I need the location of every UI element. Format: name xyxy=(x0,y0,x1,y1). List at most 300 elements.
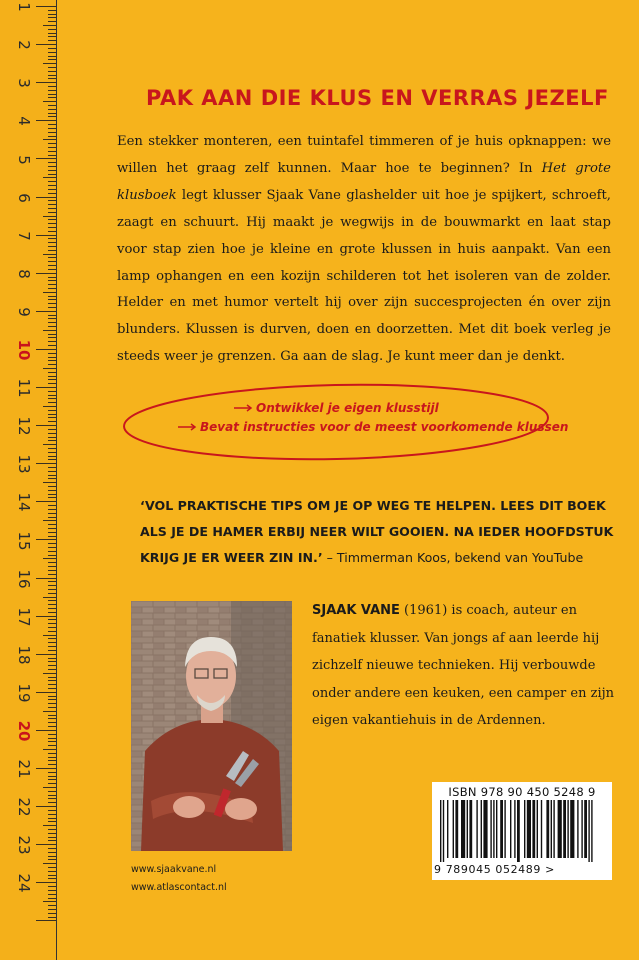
ruler-tick xyxy=(48,738,56,739)
ruler-tick xyxy=(48,699,56,700)
ruler-tick xyxy=(36,882,56,883)
barcode-bar xyxy=(577,800,578,858)
ruler-tick xyxy=(48,859,56,860)
barcode-bar xyxy=(567,800,568,858)
ruler-tick xyxy=(48,669,56,670)
ruler-tick xyxy=(48,791,56,792)
ruler-tick xyxy=(48,219,56,220)
barcode-bar xyxy=(541,800,542,858)
ruler-tick xyxy=(48,94,56,95)
ruler-tick xyxy=(48,204,56,205)
ruler-tick xyxy=(43,101,56,102)
ruler-tick xyxy=(36,6,56,7)
ruler-tick xyxy=(48,376,56,377)
ruler-tick xyxy=(48,280,56,281)
ruler-number: 2 xyxy=(15,40,33,50)
ruler-tick xyxy=(48,665,56,666)
ruler-tick xyxy=(48,17,56,18)
ruler-tick xyxy=(48,124,56,125)
ruler-tick xyxy=(36,616,56,617)
ruler-tick xyxy=(43,330,56,331)
barcode-bar xyxy=(524,800,525,858)
author-bio-text: (1961) is coach, auteur en fanatiek klusser. Van jongs af aan leerde hij zichzelf nieuwe technieken. Hij verbouwde onder andere een keuken, een camper en zijn eigen vakantiehuis in de Ardennen. xyxy=(312,603,615,728)
ruler-tick xyxy=(48,627,56,628)
ruler-tick xyxy=(48,414,56,415)
ruler-tick xyxy=(36,920,56,921)
ruler-tick xyxy=(36,120,56,121)
ruler-tick xyxy=(48,364,56,365)
ruler-tick xyxy=(48,814,56,815)
ruler-tick xyxy=(43,292,56,293)
ruler-tick xyxy=(48,299,56,300)
ruler-number: 9 xyxy=(15,307,33,317)
ruler-tick xyxy=(48,517,56,518)
ruler-number: 12 xyxy=(15,416,33,436)
ruler-number: 5 xyxy=(15,154,33,165)
ruler-number: 11 xyxy=(15,378,33,398)
ruler-tick xyxy=(36,44,56,45)
ruler-tick xyxy=(48,494,56,495)
ruler-tick xyxy=(48,147,56,148)
ruler-tick xyxy=(48,337,56,338)
ruler-tick xyxy=(48,345,56,346)
ruler-number: 18 xyxy=(15,645,33,665)
ruler-tick xyxy=(48,277,56,278)
author-bio xyxy=(312,597,624,735)
ruler-tick xyxy=(48,136,56,137)
link-publisher-site[interactable]: www.atlascontact.nl xyxy=(131,882,227,893)
quote-text: ‘VOL PRAKTISCHE TIPS OM JE OP WEG TE HELPEN. LEES DIT BOEK ALS JE DE HAMER ERBIJ NEER WILT GOOIEN. NA IEDER HOOFDSTUK KRIJG JE ER WEER ZIN IN.’ xyxy=(140,498,614,565)
ruler-tick xyxy=(48,696,56,697)
ruler-tick xyxy=(48,757,56,758)
ruler-tick xyxy=(48,760,56,761)
ruler-tick xyxy=(48,315,56,316)
ruler-tick xyxy=(43,520,56,521)
ruler-strip xyxy=(0,0,57,960)
ruler-tick xyxy=(48,284,56,285)
ruler-tick xyxy=(36,235,56,236)
ruler-tick xyxy=(48,261,56,262)
ruler-tick xyxy=(48,574,56,575)
ruler-tick xyxy=(48,486,56,487)
ruler-tick xyxy=(48,162,56,163)
ruler-tick xyxy=(48,680,56,681)
ruler-tick xyxy=(48,562,56,563)
ruler-tick xyxy=(43,63,56,64)
ruler-tick xyxy=(36,692,56,693)
ruler-tick xyxy=(48,715,56,716)
ruler-tick xyxy=(48,905,56,906)
ruler-tick xyxy=(48,417,56,418)
ruler-tick xyxy=(48,109,56,110)
ruler-tick xyxy=(48,48,56,49)
ruler-tick xyxy=(48,894,56,895)
ruler-tick xyxy=(48,307,56,308)
ruler-tick xyxy=(48,898,56,899)
ruler-tick xyxy=(48,357,56,358)
ruler-tick xyxy=(48,14,56,15)
barcode-bar xyxy=(551,800,552,858)
ruler-tick xyxy=(43,216,56,217)
ruler-number: 1 xyxy=(15,2,33,12)
ruler-tick xyxy=(48,410,56,411)
ruler-tick xyxy=(48,360,56,361)
feature-item-1: Ontwikkel je eigen klusstijl xyxy=(256,401,439,415)
ruler-tick xyxy=(48,475,56,476)
ruler-tick xyxy=(48,170,56,171)
ruler-tick xyxy=(48,646,56,647)
ruler-tick xyxy=(48,688,56,689)
ruler-tick xyxy=(48,174,56,175)
blurb-text-start: Een stekker monteren, een tuintafel timmeren of je huis opknappen: we willen het graag zelf kunnen. Maar hoe te beginnen? In xyxy=(117,134,611,176)
ruler-tick xyxy=(48,326,56,327)
ruler-tick xyxy=(43,25,56,26)
barcode-bar xyxy=(467,800,468,858)
ruler-tick xyxy=(43,901,56,902)
ruler-tick xyxy=(48,40,56,41)
ruler-tick xyxy=(48,303,56,304)
ruler-tick xyxy=(48,250,56,251)
ruler-tick xyxy=(48,703,56,704)
ruler-tick xyxy=(36,349,56,350)
barcode-bar xyxy=(584,800,587,858)
ruler-tick xyxy=(48,585,56,586)
barcode-bar xyxy=(570,800,574,858)
ean-digits: 9 789045 052489 > xyxy=(434,863,555,876)
ruler-tick xyxy=(48,97,56,98)
ruler-tick xyxy=(48,543,56,544)
ruler-tick xyxy=(48,86,56,87)
link-author-site[interactable]: www.sjaakvane.nl xyxy=(131,864,217,875)
ruler-tick xyxy=(48,478,56,479)
ruler-tick xyxy=(48,833,56,834)
ruler-tick xyxy=(48,155,56,156)
barcode-bar xyxy=(481,800,482,858)
ruler-tick xyxy=(48,513,56,514)
ruler-tick xyxy=(48,246,56,247)
barcode-bar xyxy=(455,800,458,858)
ruler-tick xyxy=(48,818,56,819)
barcode-bars xyxy=(440,800,604,862)
ruler-tick xyxy=(36,158,56,159)
ruler-tick xyxy=(48,524,56,525)
ruler-tick xyxy=(48,257,56,258)
ruler-tick xyxy=(36,730,56,731)
ruler-tick xyxy=(36,578,56,579)
ruler-tick xyxy=(48,886,56,887)
barcode-bar xyxy=(440,800,441,862)
ruler-tick xyxy=(48,642,56,643)
ruler-tick xyxy=(48,795,56,796)
barcode-bar xyxy=(496,800,497,858)
ruler-tick xyxy=(48,551,56,552)
ruler-tick xyxy=(48,619,56,620)
ruler-tick xyxy=(48,189,56,190)
ruler-tick xyxy=(48,452,56,453)
arrow-icon xyxy=(178,424,195,430)
arrow-icon xyxy=(234,405,251,411)
ruler-number: 17 xyxy=(15,607,33,627)
ruler-tick xyxy=(48,238,56,239)
ruler-tick xyxy=(48,200,56,201)
ruler-number: 6 xyxy=(15,192,33,203)
ruler-number: 23 xyxy=(15,835,33,855)
ruler-tick xyxy=(36,539,56,540)
barcode-bar xyxy=(517,800,520,862)
ruler-tick xyxy=(48,783,56,784)
ruler-tick xyxy=(48,265,56,266)
ruler-tick xyxy=(48,467,56,468)
ruler-number: 8 xyxy=(15,269,33,279)
ruler-number: 14 xyxy=(15,492,33,512)
ruler-tick xyxy=(48,917,56,918)
ruler-tick xyxy=(36,273,56,274)
barcode-bar xyxy=(546,800,549,858)
headline: PAK AAN DIE KLUS EN VERRAS JEZELF xyxy=(146,86,609,110)
ruler-tick xyxy=(48,810,56,811)
barcode-bar xyxy=(504,800,505,858)
ruler-tick xyxy=(48,78,56,79)
ruler-tick xyxy=(43,673,56,674)
ruler-tick xyxy=(36,806,56,807)
barcode-bar xyxy=(581,800,582,858)
ruler-tick xyxy=(48,372,56,373)
ruler-tick xyxy=(48,677,56,678)
barcode-bar xyxy=(469,800,472,858)
ruler-tick xyxy=(48,231,56,232)
ruler-tick xyxy=(43,254,56,255)
ruler-tick xyxy=(48,871,56,872)
author-photo xyxy=(131,601,292,851)
ruler-number: 10 xyxy=(15,339,33,361)
ruler-tick xyxy=(43,597,56,598)
ruler-tick xyxy=(48,798,56,799)
ruler-tick xyxy=(43,177,56,178)
ruler-tick xyxy=(48,56,56,57)
ruler-tick xyxy=(48,612,56,613)
ruler-tick xyxy=(48,532,56,533)
ruler-tick xyxy=(48,437,56,438)
barcode-bar xyxy=(447,800,448,858)
ruler-tick xyxy=(48,772,56,773)
ruler-number: 3 xyxy=(15,78,33,89)
ruler-tick xyxy=(48,741,56,742)
barcode-bar xyxy=(476,800,477,858)
barcode-bar xyxy=(443,800,444,862)
ruler-tick xyxy=(48,398,56,399)
ruler-tick xyxy=(48,341,56,342)
ruler-tick xyxy=(48,242,56,243)
barcode-bar xyxy=(558,800,562,858)
ruler-tick xyxy=(48,497,56,498)
barcode-bar xyxy=(537,800,538,858)
ruler-tick xyxy=(48,296,56,297)
ruler-tick xyxy=(48,105,56,106)
ruler-tick xyxy=(48,593,56,594)
ruler-tick xyxy=(48,776,56,777)
barcode-bar xyxy=(514,800,515,858)
ruler-tick xyxy=(48,753,56,754)
ruler-tick xyxy=(43,368,56,369)
ruler-tick xyxy=(43,444,56,445)
ruler-number: 21 xyxy=(15,759,33,779)
blurb-paragraph xyxy=(117,129,611,371)
ruler-tick xyxy=(48,555,56,556)
ruler-tick xyxy=(48,471,56,472)
ruler-tick xyxy=(48,128,56,129)
ruler-tick xyxy=(48,421,56,422)
ruler-tick xyxy=(48,212,56,213)
ruler-tick xyxy=(48,322,56,323)
website-links xyxy=(131,861,227,897)
ruler-tick xyxy=(48,429,56,430)
ruler-tick xyxy=(48,21,56,22)
ruler-tick xyxy=(48,29,56,30)
barcode-bar xyxy=(461,800,465,858)
quote-attribution: – Timmerman Koos, bekend van YouTube xyxy=(322,550,584,565)
book-title: Het grote klusboek xyxy=(117,160,611,203)
ruler-tick xyxy=(48,151,56,152)
ruler-tick xyxy=(48,318,56,319)
ruler-tick xyxy=(48,890,56,891)
ruler-tick xyxy=(48,909,56,910)
ruler-tick xyxy=(43,863,56,864)
ruler-tick xyxy=(36,387,56,388)
ruler-tick xyxy=(48,638,56,639)
ruler-tick xyxy=(48,208,56,209)
ruler-tick xyxy=(43,635,56,636)
ruler-tick xyxy=(36,463,56,464)
ruler-tick xyxy=(48,383,56,384)
ruler-tick xyxy=(48,608,56,609)
ruler-number: 15 xyxy=(15,530,33,551)
ruler-tick xyxy=(48,334,56,335)
ruler-tick xyxy=(48,395,56,396)
ruler-tick xyxy=(48,143,56,144)
ruler-tick xyxy=(43,711,56,712)
ruler-tick xyxy=(48,589,56,590)
ruler-number: 16 xyxy=(15,569,33,589)
barcode-bar xyxy=(493,800,494,858)
ruler-tick xyxy=(48,379,56,380)
ruler-number: 7 xyxy=(15,230,33,241)
ruler-tick xyxy=(48,433,56,434)
ruler-tick xyxy=(43,482,56,483)
ruler-tick xyxy=(48,852,56,853)
ruler-tick xyxy=(36,501,56,502)
barcode-bar xyxy=(588,800,589,862)
ruler-tick xyxy=(36,425,56,426)
ruler-number: 19 xyxy=(15,683,33,703)
ruler-tick xyxy=(43,787,56,788)
ruler-tick xyxy=(48,837,56,838)
ruler-tick xyxy=(48,536,56,537)
ruler-number: 20 xyxy=(15,720,33,742)
ruler-tick xyxy=(48,528,56,529)
ruler-tick xyxy=(36,311,56,312)
feature-item-2: Bevat instructies voor de meest voorkomende klussen xyxy=(200,420,569,434)
ruler-tick xyxy=(48,185,56,186)
ruler-tick xyxy=(48,269,56,270)
ruler-tick xyxy=(43,749,56,750)
barcode-box xyxy=(432,782,612,880)
ruler-tick xyxy=(48,36,56,37)
ruler-number: 13 xyxy=(15,454,33,474)
ruler-tick xyxy=(48,547,56,548)
ruler-tick xyxy=(48,33,56,34)
ruler-tick xyxy=(48,570,56,571)
ruler-tick xyxy=(48,856,56,857)
ruler-tick xyxy=(48,71,56,72)
barcode-bar xyxy=(500,800,503,858)
ruler-tick xyxy=(48,490,56,491)
ruler-tick xyxy=(48,166,56,167)
isbn-label: ISBN 978 90 450 5248 9 xyxy=(448,785,596,799)
ruler-tick xyxy=(36,197,56,198)
author-name: SJAAK VANE xyxy=(312,603,400,618)
ruler-tick xyxy=(48,581,56,582)
barcode-bar xyxy=(591,800,592,862)
barcode-bar xyxy=(527,800,531,858)
ruler-tick xyxy=(48,623,56,624)
ruler-tick xyxy=(36,844,56,845)
ruler-tick xyxy=(48,802,56,803)
barcode-bar xyxy=(483,800,487,858)
ruler-tick xyxy=(36,82,56,83)
ruler-tick xyxy=(48,821,56,822)
ruler-tick xyxy=(48,353,56,354)
ruler-tick xyxy=(48,391,56,392)
ruler-tick xyxy=(48,661,56,662)
ruler-tick xyxy=(43,139,56,140)
ruler-tick xyxy=(48,10,56,11)
ruler-tick xyxy=(48,566,56,567)
barcode-bar xyxy=(510,800,511,858)
barcode-bar xyxy=(563,800,566,858)
barcode-bar xyxy=(490,800,491,858)
ruler-tick xyxy=(48,764,56,765)
ruler-tick xyxy=(48,456,56,457)
ruler-number: 22 xyxy=(15,797,33,817)
ruler-tick xyxy=(48,875,56,876)
ruler-tick xyxy=(48,913,56,914)
ruler-tick xyxy=(48,459,56,460)
ruler-number: 4 xyxy=(15,116,33,127)
ruler-tick xyxy=(48,745,56,746)
ruler-tick xyxy=(48,288,56,289)
ruler-tick xyxy=(48,509,56,510)
blurb-text-end: legt klusser Sjaak Vane glashelder uit hoe je spijkert, schroeft, zaagt en schuurt. Hij maakt je wegwijs in de bouwmarkt en laat stap voor stap zien hoe je kleine en grote klussen in huis aanpakt. Van een lamp ophangen en een kozijn schilderen tot het isoleren van de zolder. Helder en met humor vertelt hij over zijn succesprojecten én over zijn blunders. Klussen is durven, doen en doorzetten. Met dit boek verleg je steeds weer je grenzen. Ga aan de slag. Je kunt meer dan je denkt. xyxy=(117,187,611,365)
ruler-tick xyxy=(48,90,56,91)
ruler-tick xyxy=(48,604,56,605)
ruler-number: 24 xyxy=(15,873,33,893)
ruler-tick xyxy=(48,181,56,182)
ruler-tick xyxy=(48,734,56,735)
barcode-bar xyxy=(553,800,554,858)
ruler-tick xyxy=(48,829,56,830)
barcode-bar xyxy=(453,800,454,858)
ruler-tick xyxy=(48,878,56,879)
ruler-tick xyxy=(48,116,56,117)
barcode-bar xyxy=(532,800,535,858)
ruler-tick xyxy=(48,779,56,780)
ruler-tick xyxy=(48,722,56,723)
ruler-tick xyxy=(48,132,56,133)
ruler-tick xyxy=(48,193,56,194)
ruler-tick xyxy=(48,726,56,727)
ruler-tick xyxy=(48,650,56,651)
ruler-tick xyxy=(48,448,56,449)
